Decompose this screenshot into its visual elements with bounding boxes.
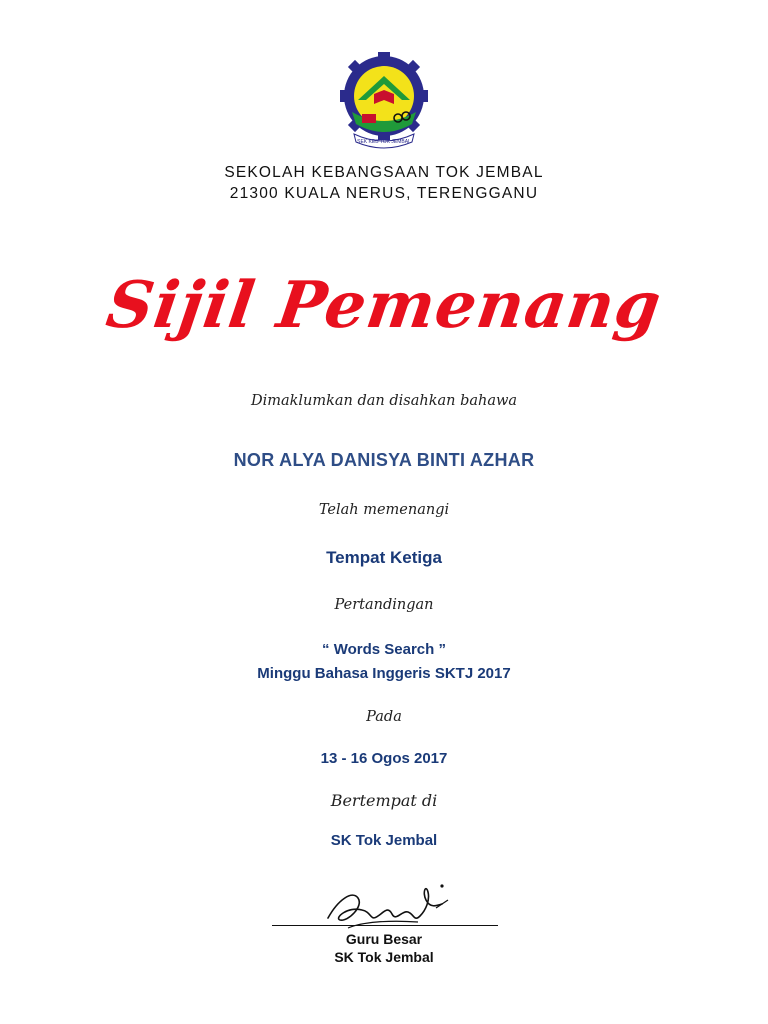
school-logo	[338, 52, 430, 152]
signature-image	[318, 870, 458, 940]
place-text: Tempat Ketiga	[326, 548, 442, 567]
recipient-name: NOR ALYA DANISYA BINTI AZHAR	[233, 450, 535, 470]
intro-text: Dimaklumkan dan disahkan bahawa	[250, 393, 518, 409]
signatory-title: Guru Besar	[345, 931, 423, 947]
contest-name: “ Words Search ”	[322, 641, 446, 658]
school-name: SEKOLAH KEBANGSAAN TOK JEMBAL	[224, 164, 544, 181]
logo-text: SEK KEB TOK JEMBAL	[357, 139, 411, 145]
venue-label: Bertempat di	[330, 791, 438, 810]
won-label: Telah memenangi	[318, 502, 450, 518]
certificate-title: Sijil Pemenang	[102, 268, 666, 343]
signatory-org: SK Tok Jembal	[334, 949, 434, 965]
venue-name: SK Tok Jembal	[330, 832, 438, 849]
event-name: Minggu Bahasa Inggeris SKTJ 2017	[257, 665, 511, 682]
date-label: Pada	[366, 709, 402, 725]
signature-line	[272, 925, 498, 926]
school-address: 21300 KUALA NERUS, TERENGGANU	[229, 185, 539, 202]
contest-label: Pertandingan	[334, 597, 434, 613]
event-date: 13 - 16 Ogos 2017	[320, 750, 448, 767]
